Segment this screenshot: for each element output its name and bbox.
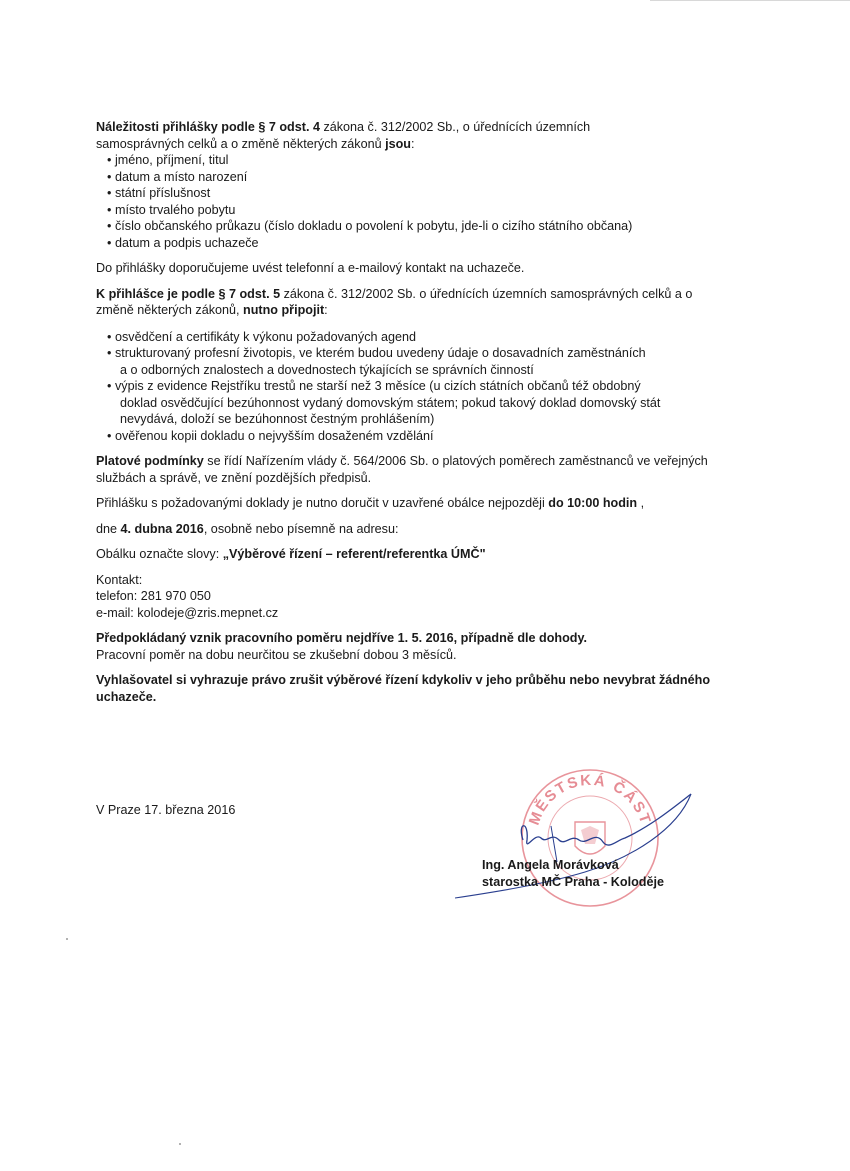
requirements-bold-jsou: jsou: [385, 136, 411, 151]
application-requirements-section: [96, 119, 756, 251]
list-item: • datum a podpis uchazeče: [107, 235, 756, 252]
attachments-heading: K přihlášce je podle § 7 odst. 5: [96, 286, 281, 301]
attachments-bold-required: nutno připojit: [243, 303, 325, 317]
list-item: • datum a místo narození: [107, 169, 756, 186]
list-item: [107, 345, 756, 378]
requirements-colon: :: [411, 136, 415, 151]
signer-name: Ing. Angela Morávková: [482, 858, 619, 872]
attachments-colon: :: [324, 303, 328, 317]
salary-text-2: službách a správě, ve znění pozdějších předpisů.: [96, 470, 372, 485]
signer-role: starostka MČ Praha - Koloděje: [482, 875, 664, 889]
reservation-line-2: uchazeče.: [96, 689, 157, 704]
requirements-list: [96, 152, 756, 251]
attachments-list: [96, 329, 756, 445]
list-item: [107, 378, 756, 428]
contact-recommendation: Do přihlášky doporučujeme uvést telefonní a e-mailový kontakt na uchazeče.: [96, 261, 525, 275]
envelope-text: Obálku označte slovy:: [96, 547, 223, 561]
list-item: • jméno, příjmení, titul: [107, 152, 756, 169]
contact-label: Kontakt:: [96, 572, 143, 587]
list-item: • osvědčení a certifikáty k výkonu požadovaných agend: [107, 329, 756, 346]
deadline-text: Přihlášku s požadovanými doklady je nutno doručit v uzavřené obálce nejpozději: [96, 496, 549, 510]
salary-conditions: [96, 453, 756, 486]
signer-block: [482, 857, 664, 891]
stamp-text: MĚSTSKÁ ČÁST: [525, 771, 655, 828]
salary-text: se řídí Nařízením vlády č. 564/2006 Sb. o platových poměrech zaměstnanců ve veřejných: [203, 454, 708, 468]
scan-speck: [179, 1143, 181, 1145]
deadline-comma: ,: [637, 496, 645, 510]
list-item-line: strukturovaný profesní životopis, ve kterém budou uvedeny údaje o dosavadních zaměstnáních: [115, 346, 646, 360]
deadline-day-label: dne: [96, 521, 121, 536]
requirements-intro-text-2: samosprávných celků a o změně některých zákonů: [96, 136, 386, 151]
list-item: • ověřenou kopii dokladu o nejvyšším dosaženém vzdělání: [107, 428, 756, 445]
deadline-line-2: [96, 521, 756, 538]
deadline-time: do 10:00 hodin: [548, 496, 638, 510]
signature-block: [455, 760, 755, 910]
scan-edge-line: [650, 0, 850, 1]
contact-email: e-mail: kolodeje@zris.mepnet.cz: [96, 605, 279, 620]
reservation-notice: [96, 672, 756, 705]
list-item: • číslo občanského průkazu (číslo dokladu o povolení k pobytu, jde-li o cizího státního občana): [107, 218, 756, 235]
employment-block: [96, 630, 756, 663]
salary-heading: Platové podmínky: [96, 454, 204, 468]
envelope-label-instruction: [96, 546, 756, 563]
attachments-intro-text: zákona č. 312/2002 Sb. o úřednících územních samosprávných celků a o: [280, 286, 693, 301]
deadline-delivery-text: , osobně nebo písemně na adresu:: [203, 521, 399, 536]
list-item: • státní příslušnost: [107, 185, 756, 202]
requirements-intro: [96, 119, 756, 152]
deadline-date: 4. dubna 2016: [120, 521, 204, 536]
reservation-line-1: Vyhlašovatel si vyhrazuje právo zrušit výběrové řízení kdykoliv v jeho průběhu nebo nevybrat žádného: [96, 673, 711, 687]
employment-start: Předpokládaný vznik pracovního poměru nejdříve 1. 5. 2016, případně dle dohody.: [96, 631, 588, 645]
list-item-line: nevydává, doloží se bezúhonnost čestným prohlášením): [120, 412, 435, 426]
employment-terms: Pracovní poměr na dobu neurčitou se zkušební dobou 3 měsíců.: [96, 647, 457, 662]
attachments-intro-text-2: změně některých zákonů,: [96, 303, 244, 317]
list-item-line: a o odborných znalostech a dovednostech týkajících se správních činností: [120, 362, 534, 377]
requirements-heading: Náležitosti přihlášky podle § 7 odst. 4: [96, 120, 320, 134]
document-body: [96, 119, 756, 705]
attachments-intro: [96, 286, 756, 319]
deadline-line-1: [96, 495, 756, 512]
list-item-line: výpis z evidence Rejstříku trestů ne starší než 3 měsíce (u cizích státních občanů též obdobný: [115, 379, 641, 393]
list-item: • místo trvalého pobytu: [107, 202, 756, 219]
place-and-date: V Praze 17. března 2016: [96, 803, 236, 817]
list-item-line: doklad osvědčující bezúhonnost vydaný domovským státem; pokud takový doklad domovský stát: [120, 395, 661, 410]
scan-speck: [66, 938, 68, 940]
envelope-label: „Výběrové řízení – referent/referentka ÚMČ": [222, 547, 486, 561]
requirements-intro-text: zákona č. 312/2002 Sb., o úřednících územních: [319, 120, 591, 134]
contact-phone: telefon: 281 970 050: [96, 589, 211, 603]
attachments-section: [96, 286, 756, 445]
contact-block: [96, 572, 756, 622]
